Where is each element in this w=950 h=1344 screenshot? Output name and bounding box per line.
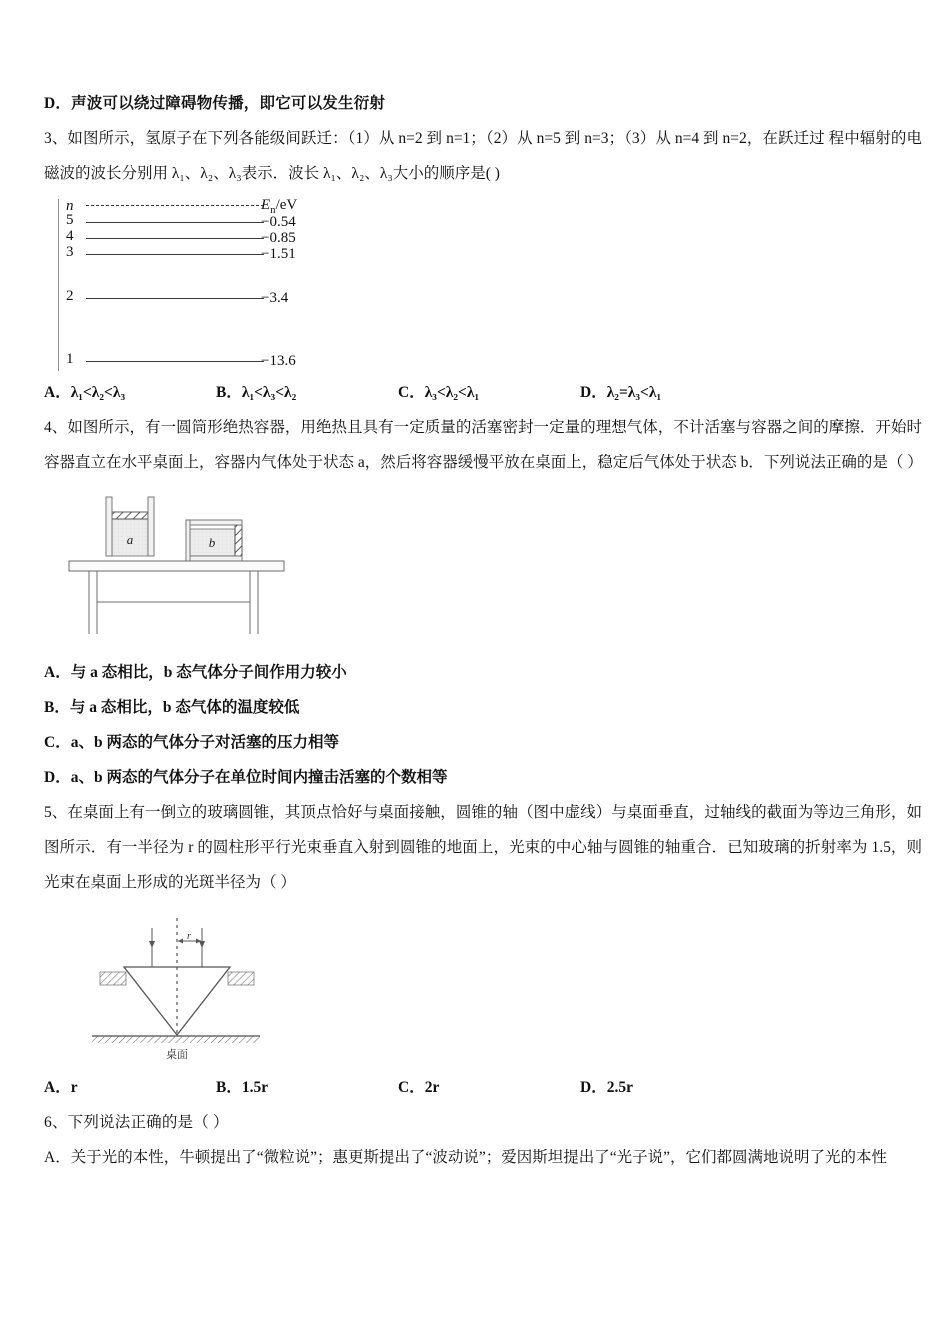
energy-diagram-n-header: n	[66, 198, 74, 214]
energy-level-line	[86, 238, 264, 239]
glass-cone-figure	[82, 910, 922, 1067]
question-4-option-b[interactable]: B．与 a 态相比，b 态气体的温度较低	[44, 699, 300, 716]
energy-level-value: −1.51	[261, 246, 296, 262]
radius-arrow-left	[178, 939, 183, 944]
question-3-line1: 3、如图所示，氢原子在下列各能级间跃迁：（1）从 n=2 到 n=1；（2）从 n=5 到 n=3；（3）从 n=4 到 n=2，在跃迁过	[44, 130, 825, 147]
energy-level-line	[86, 298, 264, 299]
energy-level-n-label: 2	[66, 288, 74, 304]
cylinder-b-label: b	[208, 535, 216, 550]
energy-level-diagram	[58, 197, 313, 372]
question-6-text: 6、下列说法正确的是（ ）	[44, 1114, 229, 1131]
question-6-option-a[interactable]: A．关于光的本性，牛顿提出了“微粒说”；惠更斯提出了“波动说”；爱因斯坦提出了“光子说”，它们都圆满地说明了光的本性	[44, 1149, 887, 1166]
previous-question-option-d: D．声波可以绕过障碍物传播，即它可以发生衍射	[44, 95, 386, 112]
question-3-option-c[interactable]: C．λ₃<λ₂<λ₁	[398, 384, 480, 401]
cylinder-b-group	[186, 520, 242, 561]
cylinder-a-left-wall	[106, 497, 112, 556]
energy-level-n-label: 1	[66, 351, 74, 367]
glass-cone-svg	[82, 910, 272, 1062]
question-4-option-a[interactable]: A．与 a 态相比，b 态气体分子间作用力较小	[44, 664, 347, 681]
question-5-option-b[interactable]: B．1.5r	[216, 1079, 269, 1096]
energy-level-value: −0.85	[261, 230, 296, 246]
cylinder-on-table-figure	[66, 492, 922, 647]
cylinder-a-label: a	[126, 532, 134, 547]
question-3-line2: 程中辐射的电磁波的波长分别用 λ₁、λ₂、λ₃表示．波长 λ₁、λ₂、λ₃大小的顺序是( )	[44, 130, 923, 182]
energy-level-line	[86, 254, 264, 255]
question-4-text: 4、如图所示，有一圆筒形绝热容器，用绝热且具有一定质量的活塞密封一定量的理想气体，不计活塞与容器之间的摩擦．开始时容器直立在水平桌面上，容器内气体处于状态 a，然后将容器缓慢平放在桌面上，稳定后气体处于状态 b．下列说法正确的是（ ）	[44, 419, 923, 471]
energy-level-line	[86, 222, 264, 223]
question-3-option-b[interactable]: B．λ₁<λ₃<λ₂	[216, 384, 297, 401]
diagram-left-rule	[58, 199, 59, 371]
question-4-option-d[interactable]: D．a、b 两态的气体分子在单位时间内撞击活塞的个数相等	[44, 769, 448, 786]
question-4-option-c[interactable]: C．a、b 两态的气体分子对活塞的压力相等	[44, 734, 339, 751]
energy-level-value: −13.6	[261, 353, 296, 369]
table-surface-label: 桌面	[166, 1049, 188, 1061]
energy-level-value: −0.54	[261, 214, 296, 230]
energy-level-value: −3.4	[261, 290, 289, 306]
cylinder-a-piston	[112, 512, 148, 519]
energy-diagram-dashed-line	[86, 205, 264, 206]
cylinder-b-top-wall	[186, 520, 242, 525]
energy-level-line	[86, 361, 264, 362]
cylinder-a-group	[106, 497, 154, 556]
question-5-text: 5、在桌面上有一倒立的玻璃圆锥，其顶点恰好与桌面接触，圆锥的轴（图中虚线）与桌面垂直，过轴线的截面为等边三角形，如图所示．有一半径为 r 的圆柱形平行光束垂直入射到圆锥的地面上，光束的中心轴与圆锥的轴重合．已知玻璃的折射率为 1.5，则光束在桌面上形成的光斑半径为（ ）	[44, 804, 922, 891]
question-5-option-a[interactable]: A．r	[44, 1079, 78, 1096]
question-3-options	[44, 376, 922, 410]
question-5-options	[44, 1071, 922, 1105]
table-group	[69, 561, 284, 634]
table-top	[69, 561, 284, 571]
light-ray-right-arrow	[199, 941, 205, 948]
table-surface-hatch	[92, 1036, 260, 1043]
question-5-option-d[interactable]: D．2.5r	[580, 1079, 633, 1096]
question-3-option-a[interactable]: A．λ₁<λ₂<λ₃	[44, 384, 126, 401]
energy-level-n-label: 5	[66, 212, 74, 228]
radius-dimension	[178, 931, 201, 944]
cylinder-b-bottom-wall	[186, 556, 242, 561]
question-5-option-c[interactable]: C．2r	[398, 1079, 440, 1096]
energy-level-n-label: 3	[66, 244, 74, 260]
cylinder-b-piston	[235, 525, 242, 556]
page-content	[44, 86, 922, 1175]
cylinder-a-right-wall	[148, 497, 154, 556]
question-3-option-d[interactable]: D．λ₂=λ₃<λ₁	[580, 384, 662, 401]
cone-support-right	[228, 972, 254, 985]
energy-diagram-e-header: $E_n/eV$	[261, 197, 298, 216]
light-ray-left-arrow	[149, 941, 155, 948]
energy-level-n-label: 4	[66, 228, 74, 244]
cone-support-left	[100, 972, 126, 985]
cylinder-b-left-end	[186, 520, 190, 561]
radius-label: r	[187, 931, 191, 942]
question-3-text	[44, 121, 922, 191]
cylinder-table-svg	[66, 492, 316, 642]
